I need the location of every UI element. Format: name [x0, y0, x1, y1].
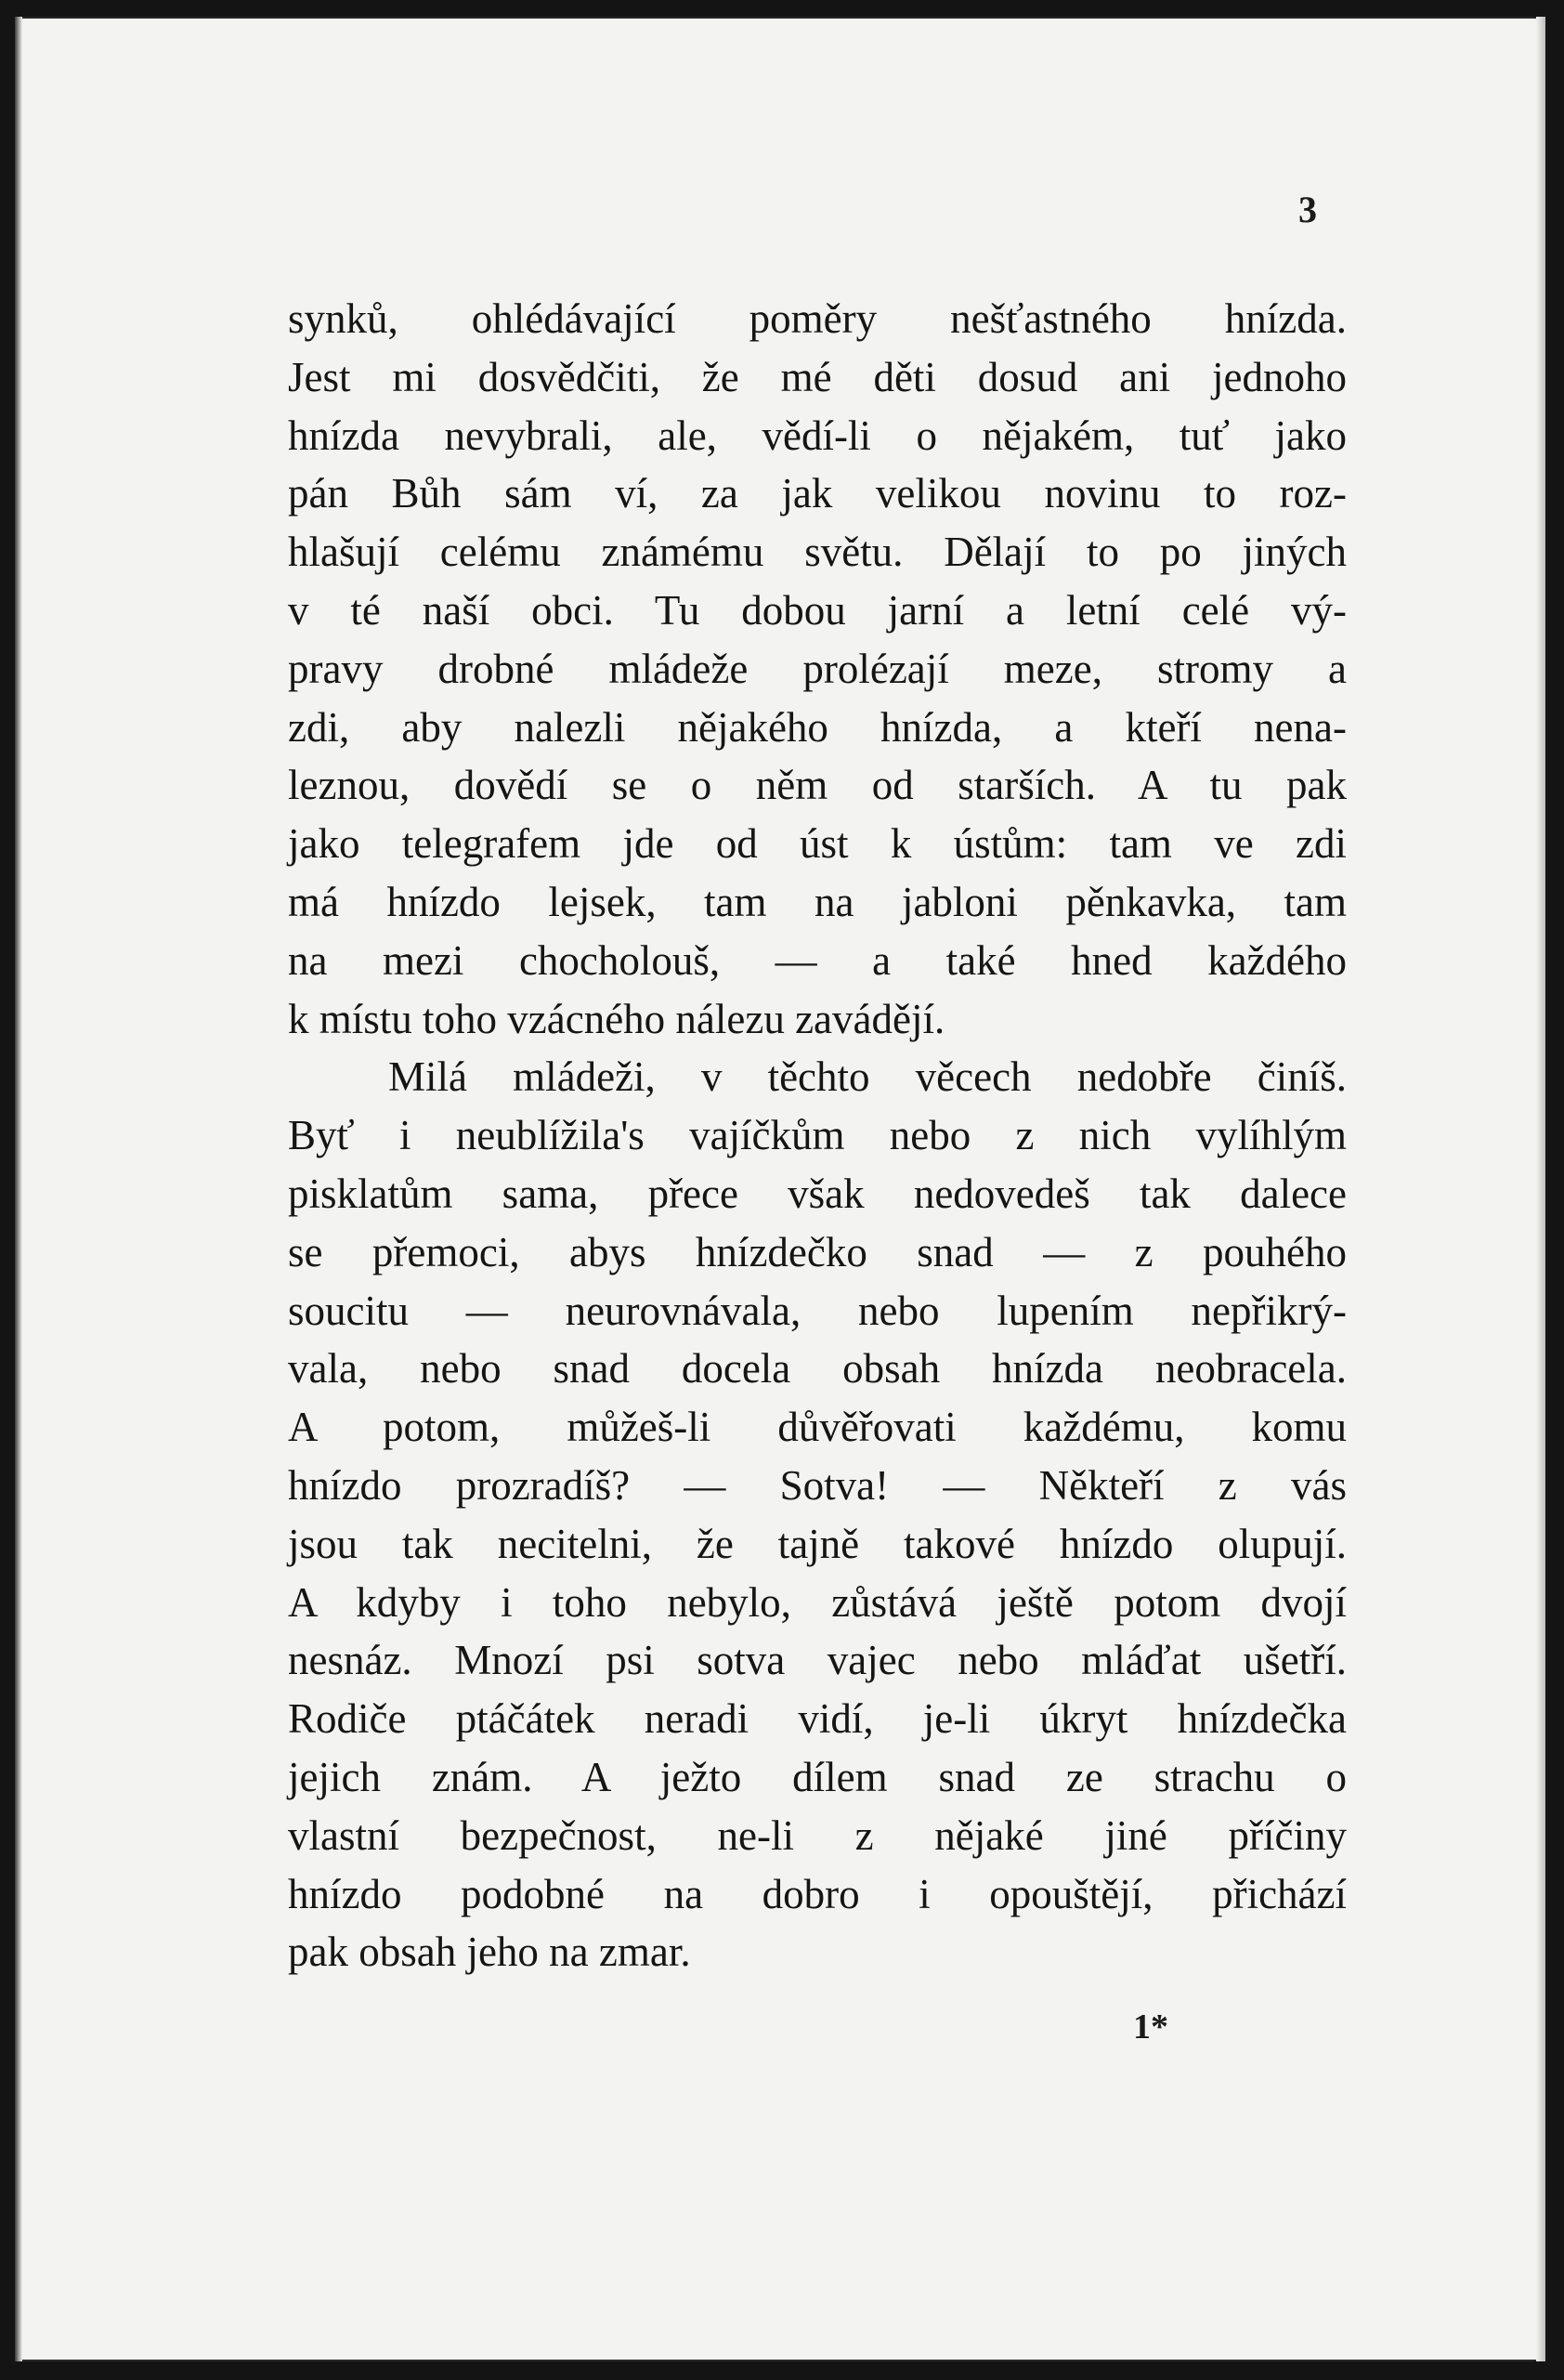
- text-line: nesnáz. Mnozí psi sotva vajec nebo mláďat ušetří.: [288, 1637, 1347, 1684]
- text-line: pisklatům sama, přece však nedovedeš tak dalece: [288, 1170, 1347, 1217]
- text-line: A potom, můžeš-li důvěřovati každému, komu: [288, 1404, 1347, 1451]
- text-line: jsou tak necitelni, že tajně takové hnízdo olupují.: [288, 1520, 1347, 1567]
- text-line: v té naší obci. Tu dobou jarní a letní celé vý-: [288, 586, 1347, 634]
- text-line: hnízdo podobné na dobro i opouštějí, přichází: [288, 1870, 1347, 1917]
- signature-mark: 1*: [1133, 2007, 1168, 2047]
- text-line: vlastní bezpečnost, ne-li z nějaké jiné příčiny: [288, 1811, 1347, 1859]
- paragraph-first-line: Milá mládeži, v těchto věcech nedobře činíš.: [388, 1053, 1347, 1101]
- text-line: A kdyby i toho nebylo, zůstává ještě potom dvojí: [288, 1578, 1347, 1626]
- text-line: na mezi chocholouš, — a také hned každého: [288, 936, 1347, 984]
- page-edge-left: [15, 17, 22, 2361]
- text-line: vala, nebo snad docela obsah hnízda neobracela.: [288, 1345, 1347, 1393]
- page-edge-right: [1536, 17, 1545, 2361]
- paragraph-last-line: k místu toho vzácného nálezu zavádějí.: [288, 995, 945, 1042]
- paragraph-last-line: pak obsah jeho na zmar.: [288, 1929, 691, 1976]
- text-line: pán Bůh sám ví, za jak velikou novinu to roz-: [288, 470, 1347, 517]
- text-line: pravy drobné mládeže prolézají meze, stromy a: [288, 645, 1347, 692]
- text-line: synků, ohlédávající poměry nešťastného hnízda.: [288, 295, 1347, 342]
- page-number: 3: [1298, 189, 1317, 230]
- text-line: jako telegrafem jde od úst k ústům: tam ve zdi: [288, 820, 1347, 868]
- body-text: [288, 290, 1347, 1981]
- text-line: Rodiče ptáčátek neradi vidí, je-li úkryt hnízdečka: [288, 1695, 1347, 1743]
- text-line: Byť i neublížila's vajíčkům nebo z nich vylíhlým: [288, 1112, 1347, 1159]
- text-line: leznou, dovědí se o něm od starších. A tu pak: [288, 762, 1347, 809]
- text-line: Jest mi dosvědčiti, že mé děti dosud ani jednoho: [288, 353, 1347, 400]
- text-line: hlašují celému známému světu. Dělají to po jiných: [288, 529, 1347, 576]
- text-line: zdi, aby nalezli nějakého hnízda, a kteří nena-: [288, 703, 1347, 751]
- text-line: jejich znám. A ježto dílem snad ze strachu o: [288, 1753, 1347, 1800]
- text-line: hnízdo prozradíš? — Sotva! — Někteří z vás: [288, 1461, 1347, 1509]
- text-line: se přemoci, abys hnízdečko snad — z pouhého: [288, 1228, 1347, 1275]
- text-line: soucitu — neurovnávala, nebo lupením nepřikrý-: [288, 1287, 1347, 1334]
- text-line: má hnízdo lejsek, tam na jabloni pěnkavka, tam: [288, 878, 1347, 925]
- text-line: hnízda nevybrali, ale, vědí-li o nějakém, tuť jako: [288, 412, 1347, 459]
